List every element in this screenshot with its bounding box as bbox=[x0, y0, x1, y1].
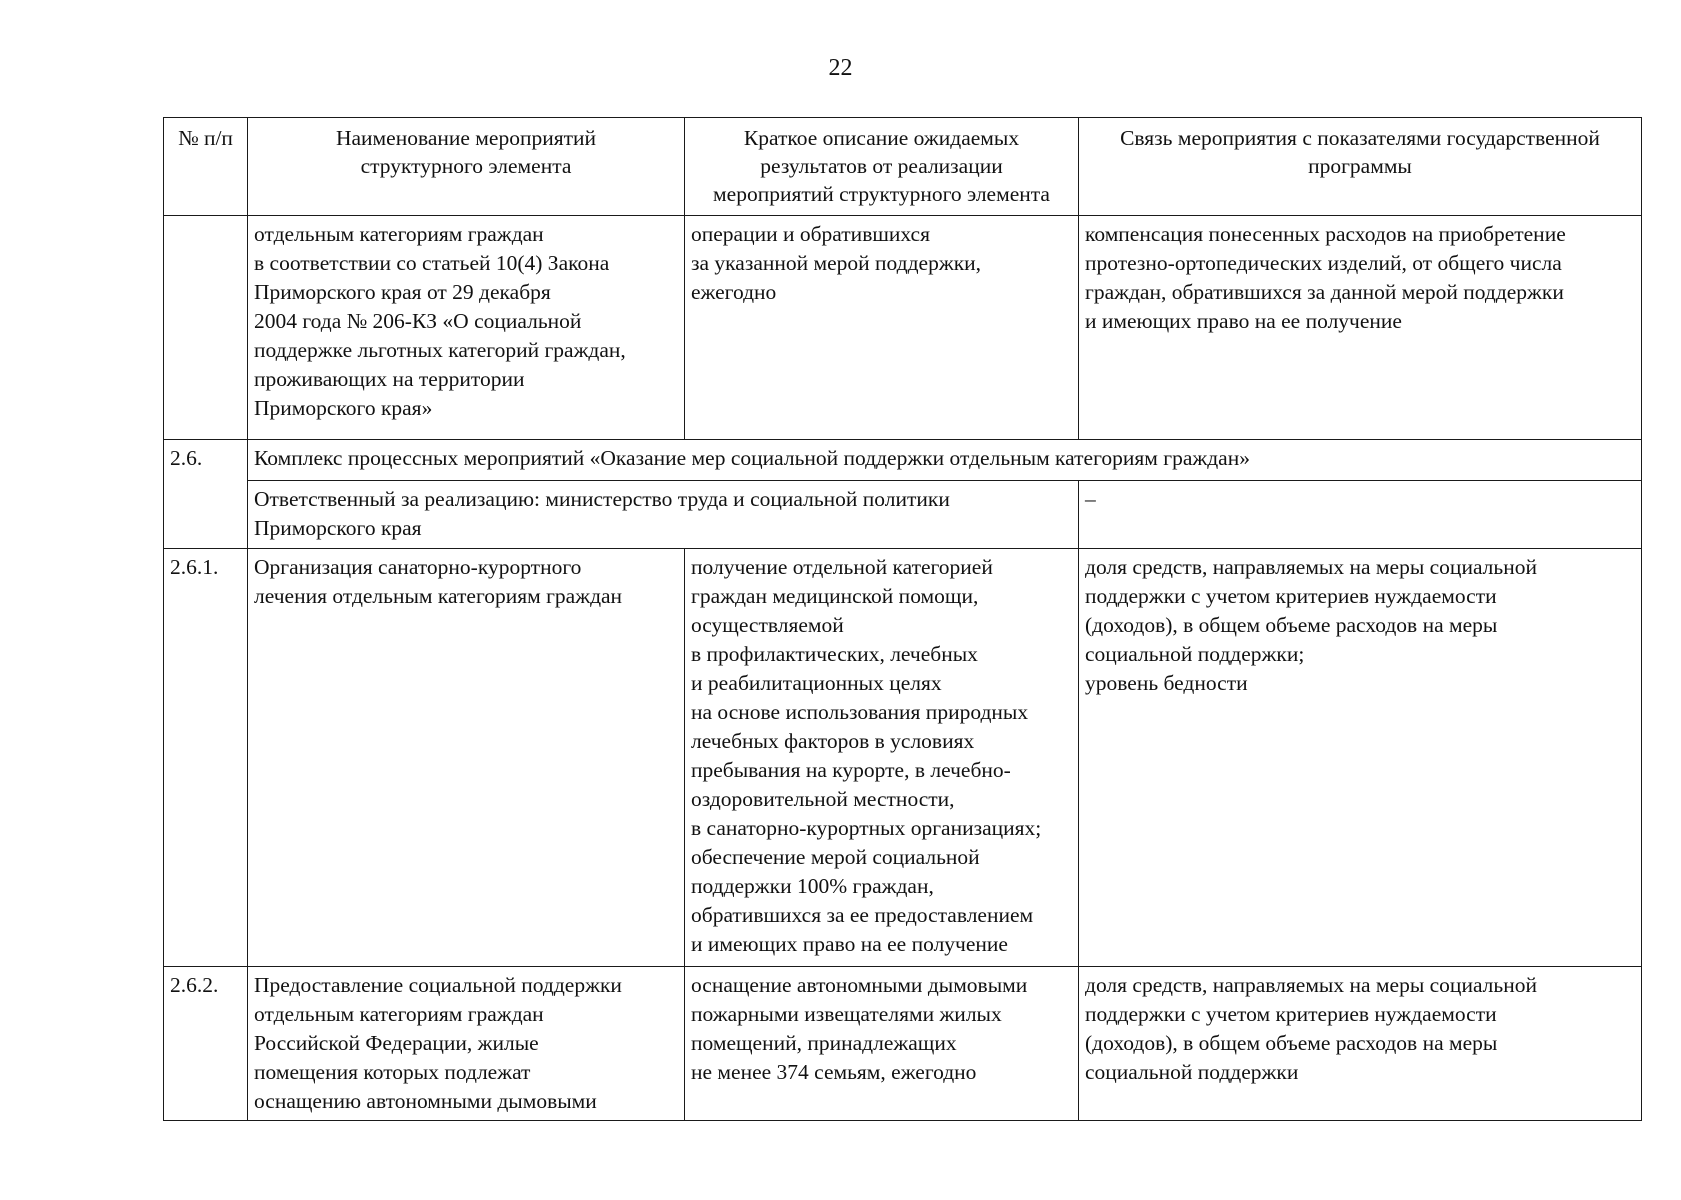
cell-num bbox=[164, 216, 248, 440]
cell-name: Предоставление социальной поддержки отдельным категориям граждан Российской Федерации, жилые помещения которых подлежат оснащению автономными дымовыми bbox=[248, 967, 685, 1121]
cell-description: получение отдельной категорией граждан медицинской помощи, осуществляемой в профилактических, лечебных и реабилитационных целях на основе использования природных лечебных факторов в условиях пребывания на курорте, в лечебно- оздоровительной местности, в санаторно-курортных организациях; обеспечение мерой социальной поддержки 100% граждан, обратившихся за ее предоставлением и имеющих право на ее получение bbox=[685, 549, 1079, 967]
cell-description: операции и обратившихся за указанной мерой поддержки, ежегодно bbox=[685, 216, 1079, 440]
cell-num: 2.6.2. bbox=[164, 967, 248, 1121]
section-title: Комплекс процессных мероприятий «Оказание мер социальной поддержки отдельным категориям граждан» bbox=[248, 440, 1642, 481]
responsible-link: – bbox=[1079, 481, 1642, 549]
cell-link: компенсация понесенных расходов на приобретение протезно-ортопедических изделий, от общего числа граждан, обратившихся за данной мерой поддержки и имеющих право на ее получение bbox=[1079, 216, 1642, 440]
table-header-row bbox=[164, 118, 1642, 216]
cell-link: доля средств, направляемых на меры социальной поддержки с учетом критериев нуждаемости (доходов), в общем объеме расходов на меры социальной поддержки bbox=[1079, 967, 1642, 1121]
responsible-row bbox=[164, 481, 1642, 549]
page-number: 22 bbox=[828, 55, 853, 81]
cell-num: 2.6.1. bbox=[164, 549, 248, 967]
cell-description: оснащение автономными дымовыми пожарными извещателями жилых помещений, принадлежащих не менее 374 семьям, ежегодно bbox=[685, 967, 1079, 1121]
cell-name: Организация санаторно-курортного лечения отдельным категориям граждан bbox=[248, 549, 685, 967]
header-description: Краткое описание ожидаемых результатов от реализации мероприятий структурного элемента bbox=[685, 118, 1079, 216]
table-row bbox=[164, 967, 1642, 1121]
header-link: Связь мероприятия с показателями государственной программы bbox=[1079, 118, 1642, 216]
cell-name: отдельным категориям граждан в соответствии со статьей 10(4) Закона Приморского края от 29 декабря 2004 года № 206-КЗ «О социальной поддержке льготных категорий граждан, проживающих на территории Приморского края» bbox=[248, 216, 685, 440]
section-row bbox=[164, 440, 1642, 481]
program-table bbox=[163, 117, 1642, 1121]
cell-link: доля средств, направляемых на меры социальной поддержки с учетом критериев нуждаемости (доходов), в общем объеме расходов на меры социальной поддержки; уровень бедности bbox=[1079, 549, 1642, 967]
section-num: 2.6. bbox=[164, 440, 248, 549]
responsible-text: Ответственный за реализацию: министерство труда и социальной политики Приморского края bbox=[248, 481, 1079, 549]
table-row bbox=[164, 549, 1642, 967]
table-row-continuation bbox=[164, 216, 1642, 440]
header-name: Наименование мероприятий структурного элемента bbox=[248, 118, 685, 216]
header-num: № п/п bbox=[164, 118, 248, 216]
